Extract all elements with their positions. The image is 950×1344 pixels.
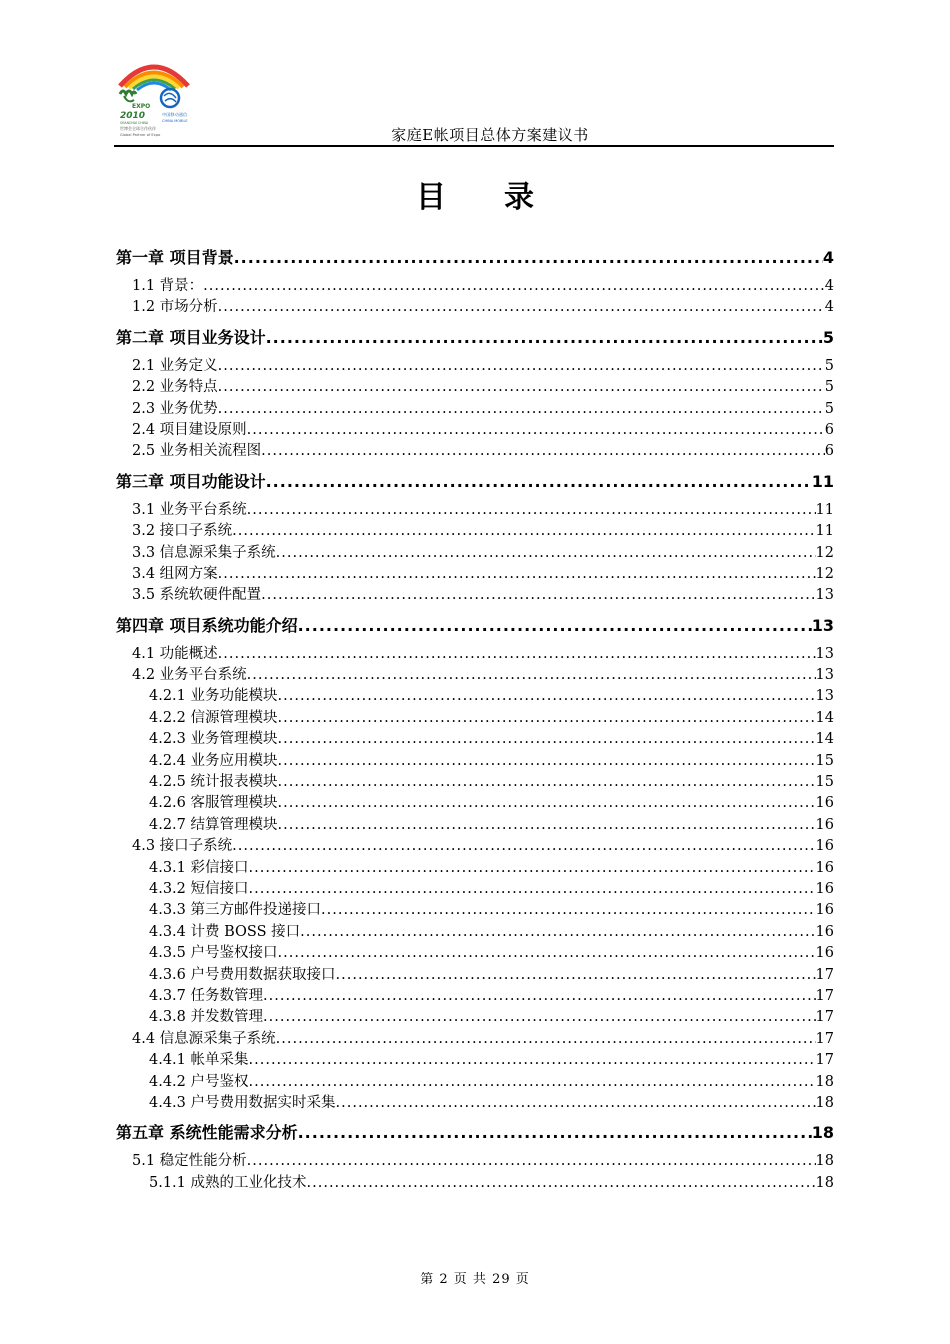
toc-leader-dots bbox=[218, 644, 816, 665]
toc-section-entry[interactable] bbox=[116, 297, 834, 318]
toc-entry-page-number: 5 bbox=[824, 379, 834, 396]
toc-entry-page-number: 16 bbox=[815, 838, 834, 855]
toc-leader-dots bbox=[336, 1093, 816, 1114]
toc-leader-dots bbox=[298, 611, 812, 641]
toc-section-entry[interactable] bbox=[116, 1007, 834, 1028]
toc-entry-page-number: 17 bbox=[815, 1030, 834, 1047]
toc-entry-page-number: 18 bbox=[815, 1094, 834, 1111]
toc-leader-dots bbox=[263, 986, 816, 1007]
header-title: 家庭E帐项目总体方案建议书 bbox=[391, 126, 589, 144]
toc-leader-dots bbox=[307, 1173, 816, 1194]
toc-section-entry[interactable] bbox=[116, 420, 834, 441]
toc-leader-dots bbox=[232, 836, 815, 857]
expo-china-mobile-logo-icon bbox=[114, 56, 194, 138]
toc-leader-dots bbox=[218, 356, 825, 377]
toc-entry-label: 第四章 项目系统功能介绍 bbox=[116, 615, 298, 635]
toc-section-entry[interactable] bbox=[116, 943, 834, 964]
toc-entry-label: 第一章 项目背景 bbox=[116, 248, 234, 267]
toc-entry-page-number: 14 bbox=[815, 709, 834, 726]
toc-entry-label: 4.2.5 统计报表模块 bbox=[149, 774, 278, 791]
page-title: 目录 bbox=[416, 180, 592, 215]
logo bbox=[114, 56, 194, 138]
toc-section-entry[interactable] bbox=[116, 1029, 834, 1050]
toc-entry-page-number: 17 bbox=[815, 1009, 834, 1026]
toc-entry-label: 3.4 组网方案 bbox=[132, 565, 218, 582]
toc-entry-label: 4.2.7 结算管理模块 bbox=[149, 816, 278, 833]
toc-leader-dots bbox=[218, 564, 816, 585]
toc-entry-label: 2.5 业务相关流程图 bbox=[132, 443, 262, 460]
toc-entry-label: 4.2.4 业务应用模块 bbox=[149, 752, 278, 769]
toc-entry-label: 2.4 项目建设原则 bbox=[132, 421, 247, 438]
toc-leader-dots bbox=[247, 500, 816, 521]
toc-section-entry[interactable] bbox=[116, 644, 834, 665]
toc-section-entry[interactable] bbox=[116, 793, 834, 814]
toc-entry-label: 1.2 市场分析 bbox=[132, 299, 218, 316]
toc-leader-dots bbox=[278, 686, 816, 707]
toc-leader-dots bbox=[249, 1072, 816, 1093]
toc-leader-dots bbox=[278, 708, 816, 729]
toc-section-entry[interactable] bbox=[116, 1173, 834, 1194]
toc-entry-label: 4.3 接口子系统 bbox=[132, 838, 233, 855]
toc-entry-label: 4.3.3 第三方邮件投递接口 bbox=[149, 902, 322, 919]
toc-entry-page-number: 15 bbox=[815, 774, 834, 791]
toc-entry-label: 4.3.5 户号鉴权接口 bbox=[149, 945, 278, 962]
toc-entry-label: 第二章 项目业务设计 bbox=[116, 327, 266, 347]
toc-leader-dots bbox=[234, 243, 823, 273]
toc-section-entry[interactable] bbox=[116, 585, 834, 606]
toc-entry-page-number: 17 bbox=[815, 966, 834, 983]
toc-entry-page-number: 17 bbox=[815, 1052, 834, 1069]
toc-section-entry[interactable] bbox=[116, 1093, 834, 1114]
toc-entry-page-number: 16 bbox=[815, 816, 834, 833]
svg-text:2010: 2010 bbox=[120, 111, 146, 121]
toc-entry-label: 4.3.6 户号费用数据获取接口 bbox=[149, 966, 336, 983]
toc-section-entry[interactable] bbox=[116, 708, 834, 729]
toc-entry-label: 4.3.1 彩信接口 bbox=[149, 859, 249, 876]
toc-entry-page-number: 13 bbox=[811, 615, 834, 635]
toc-leader-dots bbox=[278, 943, 816, 964]
toc-section-entry[interactable] bbox=[116, 900, 834, 921]
toc-entry-page-number: 14 bbox=[815, 731, 834, 748]
toc-entry-label: 第三章 项目功能设计 bbox=[116, 471, 266, 491]
toc-leader-dots bbox=[321, 900, 816, 921]
toc-leader-dots bbox=[278, 729, 816, 750]
toc-section-entry[interactable] bbox=[116, 1072, 834, 1093]
toc-entry-label: 3.1 业务平台系统 bbox=[132, 501, 247, 518]
footer-middle: 页 共 bbox=[453, 1272, 487, 1287]
toc-section-entry[interactable] bbox=[116, 399, 834, 420]
toc-section-entry[interactable] bbox=[116, 1050, 834, 1071]
toc-entry-label: 4.3.8 并发数管理 bbox=[149, 1009, 264, 1026]
toc-entry-page-number: 4 bbox=[824, 278, 834, 294]
toc-entry-page-number: 11 bbox=[815, 523, 834, 540]
toc-leader-dots bbox=[218, 377, 825, 398]
toc-entry-label: 5.1 稳定性能分析 bbox=[132, 1153, 247, 1170]
toc-entry-page-number: 18 bbox=[815, 1073, 834, 1090]
toc-leader-dots bbox=[278, 815, 816, 836]
toc-section-entry[interactable] bbox=[116, 543, 834, 564]
toc-chapter-entry[interactable] bbox=[116, 323, 834, 353]
toc-entry-page-number: 16 bbox=[815, 945, 834, 962]
page-footer bbox=[0, 1268, 950, 1287]
toc-leader-dots bbox=[298, 1118, 812, 1148]
toc-entry-page-number: 12 bbox=[815, 544, 834, 561]
toc-entry-label: 4.3.4 计费 BOSS 接口 bbox=[149, 923, 301, 940]
footer-prefix: 第 bbox=[420, 1272, 435, 1287]
svg-text:CHINA MOBILE: CHINA MOBILE bbox=[162, 119, 188, 123]
toc-leader-dots bbox=[261, 441, 825, 462]
svg-text:中国移动通信: 中国移动通信 bbox=[162, 112, 188, 117]
toc-entry-label: 4.2.2 信源管理模块 bbox=[149, 709, 278, 726]
footer-suffix: 页 bbox=[515, 1272, 530, 1287]
toc-entry-page-number: 5 bbox=[822, 327, 834, 347]
header-divider bbox=[114, 145, 834, 147]
footer-current-page: 2 bbox=[439, 1272, 449, 1287]
toc-leader-dots bbox=[247, 420, 825, 441]
toc-section-entry[interactable] bbox=[116, 965, 834, 986]
toc-entry-page-number: 13 bbox=[815, 587, 834, 604]
toc-entry-label: 4.2.6 客服管理模块 bbox=[149, 795, 278, 812]
toc-entry-page-number: 18 bbox=[811, 1123, 834, 1143]
toc-section-entry[interactable] bbox=[116, 815, 834, 836]
toc-entry-label: 5.1.1 成熟的工业化技术 bbox=[149, 1174, 307, 1191]
toc-entry-label: 4.2 业务平台系统 bbox=[132, 667, 247, 684]
toc-entry-page-number: 6 bbox=[824, 421, 834, 438]
toc-section-entry[interactable] bbox=[116, 377, 834, 398]
toc-chapter-entry[interactable] bbox=[116, 1118, 834, 1148]
toc-entry-page-number: 13 bbox=[815, 688, 834, 705]
toc-section-entry[interactable] bbox=[116, 564, 834, 585]
toc-entry-page-number: 16 bbox=[815, 923, 834, 940]
toc-section-entry[interactable] bbox=[116, 1151, 834, 1172]
toc-chapter-entry[interactable] bbox=[116, 467, 834, 497]
toc-leader-dots bbox=[247, 1151, 816, 1172]
toc-entry-page-number: 11 bbox=[815, 501, 834, 518]
toc-entry-label: 4.4.3 户号费用数据实时采集 bbox=[149, 1094, 336, 1111]
toc-entry-label: 1.1 背景： bbox=[132, 278, 204, 294]
toc-section-entry[interactable] bbox=[116, 521, 834, 542]
toc-entry-label: 3.3 信息源采集子系统 bbox=[132, 544, 276, 561]
toc-leader-dots bbox=[249, 1050, 816, 1071]
toc-entry-label: 4.3.2 短信接口 bbox=[149, 880, 249, 897]
table-of-contents bbox=[116, 243, 834, 1194]
toc-entry-page-number: 13 bbox=[815, 667, 834, 684]
toc-entry-label: 2.3 业务优势 bbox=[132, 400, 218, 417]
toc-entry-label: 4.1 功能概述 bbox=[132, 645, 218, 662]
toc-entry-page-number: 12 bbox=[815, 565, 834, 582]
toc-entry-label: 4.2.3 业务管理模块 bbox=[149, 731, 278, 748]
toc-entry-page-number: 18 bbox=[815, 1153, 834, 1170]
toc-leader-dots bbox=[203, 276, 825, 297]
toc-entry-page-number: 15 bbox=[815, 752, 834, 769]
toc-entry-page-number: 11 bbox=[811, 471, 834, 491]
toc-leader-dots bbox=[218, 297, 825, 318]
toc-entry-label: 4.4 信息源采集子系统 bbox=[132, 1030, 276, 1047]
toc-leader-dots bbox=[247, 665, 816, 686]
toc-entry-label: 4.4.2 户号鉴权 bbox=[149, 1073, 249, 1090]
toc-entry-page-number: 4 bbox=[822, 248, 834, 267]
footer-total-pages: 29 bbox=[492, 1272, 511, 1287]
toc-section-entry[interactable] bbox=[116, 986, 834, 1007]
toc-entry-page-number: 16 bbox=[815, 795, 834, 812]
toc-entry-page-number: 18 bbox=[815, 1174, 834, 1191]
toc-section-entry[interactable] bbox=[116, 500, 834, 521]
toc-leader-dots bbox=[232, 521, 815, 542]
toc-section-entry[interactable] bbox=[116, 751, 834, 772]
toc-leader-dots bbox=[249, 879, 816, 900]
toc-entry-label: 2.1 业务定义 bbox=[132, 357, 218, 374]
toc-entry-page-number: 5 bbox=[824, 400, 834, 417]
toc-entry-label: 4.4.1 帐单采集 bbox=[149, 1052, 249, 1069]
toc-leader-dots bbox=[263, 1007, 816, 1028]
toc-section-entry[interactable] bbox=[116, 879, 834, 900]
toc-entry-label: 3.2 接口子系统 bbox=[132, 523, 233, 540]
toc-section-entry[interactable] bbox=[116, 729, 834, 750]
toc-section-entry[interactable] bbox=[116, 356, 834, 377]
toc-leader-dots bbox=[218, 399, 825, 420]
toc-leader-dots bbox=[278, 751, 816, 772]
toc-entry-label: 2.2 业务特点 bbox=[132, 379, 218, 396]
toc-entry-page-number: 4 bbox=[824, 299, 834, 316]
toc-section-entry[interactable] bbox=[116, 665, 834, 686]
toc-section-entry[interactable] bbox=[116, 686, 834, 707]
svg-text:世博会全球合作伙伴: 世博会全球合作伙伴 bbox=[120, 126, 156, 131]
svg-text:Global Partner of Expo: Global Partner of Expo bbox=[120, 133, 161, 137]
toc-entry-page-number: 16 bbox=[815, 902, 834, 919]
toc-leader-dots bbox=[276, 1029, 816, 1050]
toc-chapter-entry[interactable] bbox=[116, 243, 834, 273]
toc-section-entry[interactable] bbox=[116, 276, 834, 297]
toc-entry-page-number: 5 bbox=[824, 357, 834, 374]
toc-leader-dots bbox=[300, 922, 815, 943]
toc-section-entry[interactable] bbox=[116, 858, 834, 879]
toc-section-entry[interactable] bbox=[116, 922, 834, 943]
toc-chapter-entry[interactable] bbox=[116, 611, 834, 641]
toc-section-entry[interactable] bbox=[116, 772, 834, 793]
toc-leader-dots bbox=[278, 793, 816, 814]
svg-text:EXPO: EXPO bbox=[132, 103, 151, 110]
toc-entry-label: 第五章 系统性能需求分析 bbox=[116, 1123, 298, 1143]
toc-leader-dots bbox=[249, 858, 816, 879]
toc-entry-page-number: 16 bbox=[815, 880, 834, 897]
toc-entry-page-number: 6 bbox=[824, 443, 834, 460]
toc-section-entry[interactable] bbox=[116, 836, 834, 857]
toc-entry-label: 4.3.7 任务数管理 bbox=[149, 987, 264, 1004]
toc-entry-page-number: 16 bbox=[815, 859, 834, 876]
svg-text:SHANGHAI CHINA: SHANGHAI CHINA bbox=[120, 121, 149, 125]
toc-leader-dots bbox=[276, 543, 816, 564]
toc-entry-label: 4.2.1 业务功能模块 bbox=[149, 688, 278, 705]
toc-leader-dots bbox=[266, 467, 812, 497]
toc-leader-dots bbox=[266, 323, 823, 353]
toc-leader-dots bbox=[278, 772, 816, 793]
toc-leader-dots bbox=[261, 585, 815, 606]
toc-leader-dots bbox=[336, 965, 816, 986]
toc-entry-page-number: 13 bbox=[815, 645, 834, 662]
toc-entry-label: 3.5 系统软硬件配置 bbox=[132, 587, 262, 604]
toc-section-entry[interactable] bbox=[116, 441, 834, 462]
toc-entry-page-number: 17 bbox=[815, 987, 834, 1004]
